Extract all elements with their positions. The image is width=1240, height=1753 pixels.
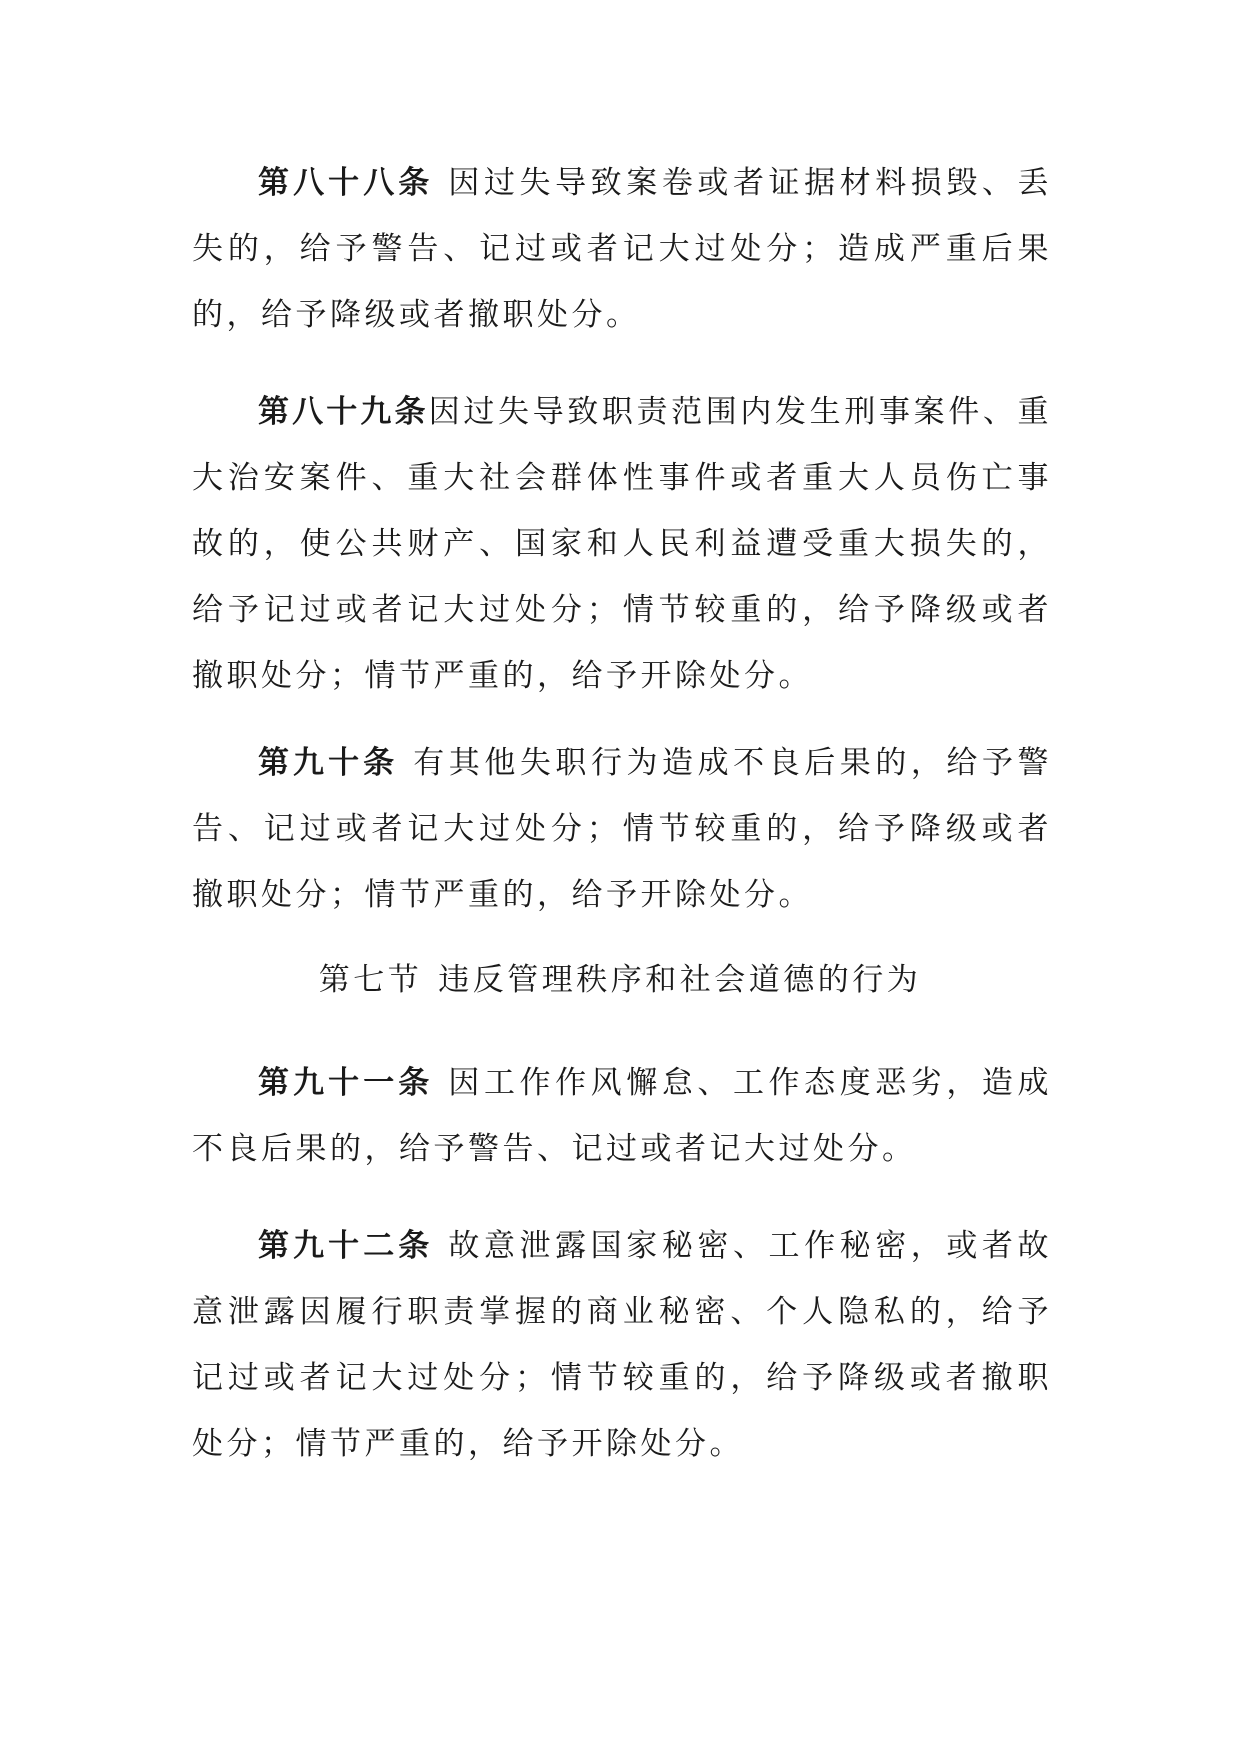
article-92-label: 第九十二条 xyxy=(258,1228,434,1264)
article-90 xyxy=(192,730,1052,928)
article-92-text: 故意泄露国家秘密、工作秘密，或者故意泄露因履行职责掌握的商业秘密、个人隐私的，给予记过或者记大过处分；情节较重的，给予降级或者撤职处分；情节严重的，给予开除处分。 xyxy=(192,1228,1053,1462)
article-88-label: 第八十八条 xyxy=(258,165,434,201)
article-88 xyxy=(192,150,1052,348)
section-number: 第七节 xyxy=(318,962,423,998)
article-89-text: 因过失导致职责范围内发生刑事案件、重大治安案件、重大社会群体性事件或者重大人员伤亡事故的，使公共财产、国家和人民利益遭受重大损失的，给予记过或者记大过处分；情节较重的，给予降级或者撤职处分；情节严重的，给予开除处分。 xyxy=(192,394,1053,694)
article-89-label: 第八十九条 xyxy=(258,394,429,430)
article-91-text: 因工作作风懈怠、工作态度恶劣，造成不良后果的，给予警告、记过或者记大过处分。 xyxy=(192,1065,1053,1167)
article-90-text: 有其他失职行为造成不良后果的，给予警告、记过或者记大过处分；情节较重的，给予降级或者撤职处分；情节严重的，给予开除处分。 xyxy=(192,745,1053,913)
section-heading xyxy=(0,955,1240,1005)
article-92 xyxy=(192,1213,1052,1477)
article-91-label: 第九十一条 xyxy=(258,1065,434,1101)
section-title: 违反管理秩序和社会道德的行为 xyxy=(438,962,922,998)
article-90-label: 第九十条 xyxy=(258,745,399,781)
article-91 xyxy=(192,1050,1052,1182)
article-88-text: 因过失导致案卷或者证据材料损毁、丢失的，给予警告、记过或者记大过处分；造成严重后果的，给予降级或者撤职处分。 xyxy=(192,165,1053,333)
article-89 xyxy=(192,379,1052,709)
